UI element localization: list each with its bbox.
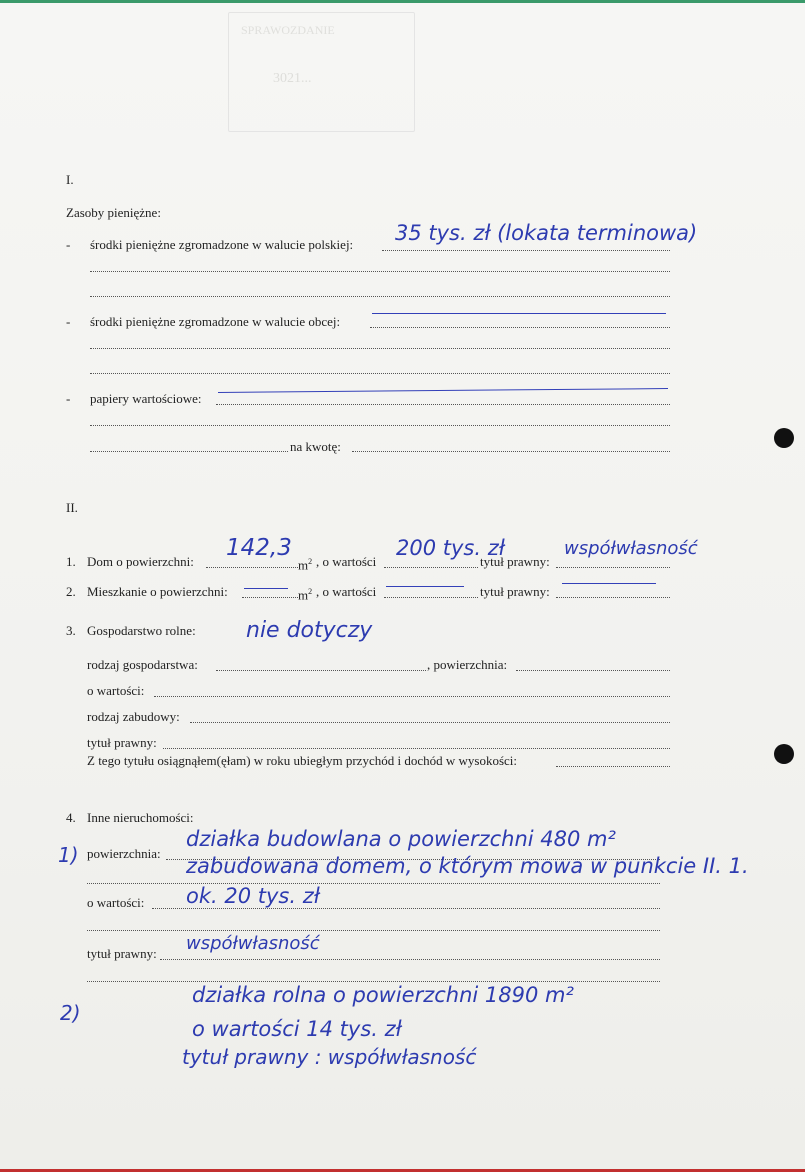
item-2-line-3: tytuł prawny : współwłasność [182, 1045, 477, 1069]
flat-area-dash [244, 588, 288, 589]
item-1-description: działka budowlana o powierzchni 480 m² [186, 827, 616, 851]
other-title-line [160, 959, 660, 960]
other-area-extra-line [87, 883, 660, 884]
amount-line [352, 451, 670, 452]
faded-stamp [228, 12, 415, 132]
farm-label: Gospodarstwo rolne: [87, 623, 196, 638]
scan-edge-top [0, 0, 805, 3]
house-unit-m: m [298, 557, 309, 573]
securities-extra-line [90, 425, 670, 426]
flat-unit-m: m [298, 587, 309, 603]
other-worth-line [152, 908, 660, 909]
item-2-line-1: działka rolna o powierzchni 1890 m² [192, 983, 574, 1007]
house-value-label: , o wartości [316, 554, 377, 569]
cash-heading: Zasoby pieniężne: [66, 205, 161, 220]
flat-value-label: , o wartości [316, 584, 377, 599]
securities-label: papiery wartościowe: [90, 391, 202, 406]
pln-extra-line-2 [90, 296, 670, 297]
house-title-line [556, 567, 670, 568]
item-2-line-2: o wartości 14 tys. zł [192, 1017, 402, 1041]
foreign-funds-dash [372, 313, 666, 314]
item-1-value: ok. 20 tys. zł [186, 884, 320, 908]
punch-hole-bottom [774, 744, 794, 764]
pln-funds-line [382, 250, 670, 251]
farm-worth-label: o wartości: [87, 683, 145, 698]
flat-value-dash [386, 586, 464, 587]
flat-title-label: tytuł prawny: [480, 584, 550, 599]
bullet: - [66, 391, 71, 406]
foreign-extra-line-1 [90, 348, 670, 349]
farm-income-label: Z tego tytułu osiągnąłem(ęłam) w roku ubiegłym przychód i dochód w wysokości: [87, 753, 517, 768]
farm-building-line [190, 722, 670, 723]
other-number: 4. [66, 810, 76, 825]
foreign-extra-line-2 [90, 373, 670, 374]
farm-title-line [163, 748, 670, 749]
foreign-funds-label: środki pieniężne zgromadzone w walucie obcej: [90, 314, 341, 329]
farm-type-line [216, 670, 426, 671]
item-1-marker: 1) [58, 843, 79, 867]
stamp-line-1: SPRAWOZDANIE [241, 23, 335, 37]
bullet: - [66, 314, 71, 329]
house-value: 200 tys. zł [396, 536, 505, 560]
house-title-value: współwłasność [564, 538, 698, 559]
house-unit: $m^2$ [298, 557, 313, 573]
farm-area-line [516, 670, 670, 671]
pln-funds-label: środki pieniężne zgromadzone w walucie polskiej: [90, 237, 354, 252]
other-area-label: powierzchnia: [87, 846, 161, 861]
house-title-label: tytuł prawny: [480, 554, 550, 569]
securities-line [216, 404, 670, 405]
farm-value: nie dotyczy [246, 618, 373, 643]
flat-unit: $m^2$ [298, 587, 313, 603]
section-1-number: I. [66, 172, 74, 187]
other-label: Inne nieruchomości: [87, 810, 194, 825]
foreign-funds-line [370, 327, 670, 328]
punch-hole-top [774, 428, 794, 448]
farm-type-label: rodzaj gospodarstwa: [87, 657, 198, 672]
other-worth-label: o wartości: [87, 895, 145, 910]
house-area-value: 142,3 [226, 535, 292, 561]
amount-label: na kwotę: [290, 439, 341, 454]
item-1-description-2: zabudowana domem, o którym mowa w punkcie II. 1. [186, 854, 749, 878]
other-worth-extra-line [87, 930, 660, 931]
house-area-line [206, 567, 298, 568]
item-2-marker: 2) [60, 1001, 81, 1025]
pln-funds-value: 35 tys. zł (lokata terminowa) [395, 221, 698, 245]
bullet: - [66, 237, 71, 252]
farm-number: 3. [66, 623, 76, 638]
house-number: 1. [66, 554, 76, 569]
farm-area-label: , powierzchnia: [427, 657, 508, 672]
flat-title-dash [562, 583, 656, 584]
farm-worth-line [154, 696, 670, 697]
item-1-title: współwłasność [186, 933, 320, 954]
house-value-line [384, 567, 478, 568]
flat-value-line [384, 597, 478, 598]
pln-extra-line-1 [90, 271, 670, 272]
flat-title-line [556, 597, 670, 598]
farm-income-line [556, 766, 670, 767]
securities-amount-lead [90, 451, 288, 452]
other-title-label: tytuł prawny: [87, 946, 157, 961]
stamp-line-2: 3021... [273, 71, 312, 86]
section-2-number: II. [66, 500, 78, 515]
farm-building-label: rodzaj zabudowy: [87, 709, 180, 724]
flat-area-label: Mieszkanie o powierzchni: [87, 584, 228, 599]
other-title-extra-line [87, 981, 660, 982]
house-area-label: Dom o powierzchni: [87, 554, 194, 569]
flat-number: 2. [66, 584, 76, 599]
farm-title-label: tytuł prawny: [87, 735, 157, 750]
flat-area-line [242, 597, 298, 598]
